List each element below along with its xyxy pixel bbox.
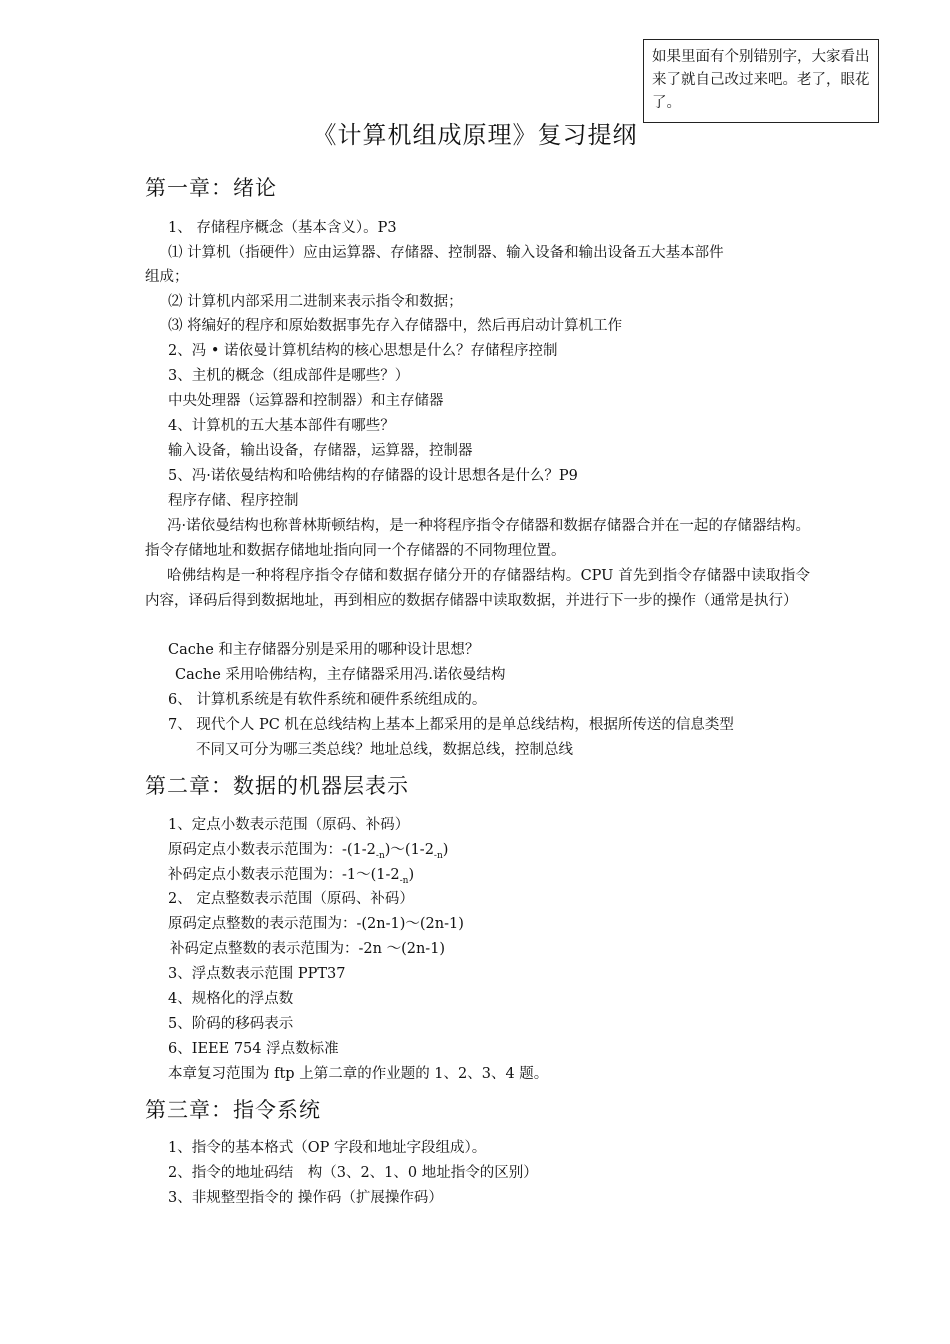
ch1-line-4: ⑶ 将编好的程序和原始数据事先存入存储器中，然后再启动计算机工作 — [168, 318, 623, 334]
ch1-paragraph-harvard: 哈佛结构是一种将程序指令存储和数据存储分开的存储器结构。CPU 首先到指令存储器中读取指令内容，译码后得到数据地址，再到相应的数据存储器中读取数据，并进行下一步的操作（通常是执行） — [145, 568, 810, 609]
ch1-line-13: Cache 采用哈佛结构，主存储器采用冯.诺依曼结构 — [175, 667, 506, 683]
ch2-line-1: 1、定点小数表示范围（原码、补码） — [168, 817, 410, 833]
ch2-line-5: 原码定点整数的表示范围为：-(2n-1)～(2n-1) — [168, 916, 464, 932]
ch1-line-6: 3、主机的概念（组成部件是哪些？） — [168, 368, 410, 384]
ch3-line-3: 3、非规整型指令的 操作码（扩展操作码） — [168, 1190, 443, 1206]
ch1-line-14: 6、 计算机系统是有软件系统和硬件系统组成的。 — [168, 692, 487, 708]
ch1-line-7: 中央处理器（运算器和控制器）和主存储器 — [168, 393, 444, 409]
ch1-line-2b: 组成； — [145, 269, 189, 285]
ch3-line-1: 1、指令的基本格式（OP 字段和地址字段组成）。 — [168, 1140, 487, 1156]
ch2-line-11: 本章复习范围为 ftp 上第二章的作业题的 1、2、3、4 题。 — [168, 1066, 549, 1082]
ch2-line-4: 2、 定点整数表示范围（原码、补码） — [168, 891, 414, 907]
ch1-line-5: 2、冯 • 诺依曼计算机结构的核心思想是什么？存储程序控制 — [168, 343, 558, 359]
ch2-line-2: 原码定点小数表示范围为：$-(1-2_{-n})\sim(1-2_{-n})$ — [168, 842, 449, 861]
ch2-line-3: 补码定点小数表示范围为：$-1\sim(1-2_{-n})$ — [168, 867, 415, 886]
ch2-line-6: 补码定点整数的表示范围为：-2n ～(2n-1) — [170, 941, 446, 957]
ch1-line-12: Cache 和主存储器分别是采用的哪种设计思想？ — [168, 642, 480, 658]
ch3-line-2: 2、指令的地址码结 构（3、2、1、0 地址指令的区别） — [168, 1165, 538, 1181]
ch1-line-11: 程序存储、程序控制 — [168, 493, 299, 509]
chapter-3-heading: 第三章：指令系统 — [145, 1098, 321, 1122]
ch1-line-15a: 7、 现代个人 PC 机在总线结构上基本上都采用的是单总线结构，根据所传送的信息类型 — [168, 717, 734, 733]
ch2-line-8: 4、规格化的浮点数 — [168, 991, 294, 1007]
ch2-line-7: 3、浮点数表示范围 PPT37 — [168, 966, 346, 982]
chapter-2-heading: 第二章：数据的机器层表示 — [145, 774, 409, 798]
ch1-line-2a: ⑴ 计算机（指硬件）应由运算器、存储器、控制器、输入设备和输出设备五大基本部件 — [168, 245, 724, 261]
ch2-line-9: 5、阶码的移码表示 — [168, 1016, 294, 1032]
ch1-paragraph-von-neumann: 冯·诺依曼结构也称普林斯顿结构，是一种将程序指令存储器和数据存储器合并在一起的存储器结构。指令存储地址和数据存储地址指向同一个存储器的不同物理位置。 — [145, 518, 810, 559]
document-title: 《计算机组成原理》复习提纲 — [312, 121, 638, 149]
ch2-line-10: 6、IEEE 754 浮点数标准 — [168, 1041, 339, 1057]
ch1-line-15b: 不同又可分为哪三类总线？地址总线，数据总线，控制总线 — [196, 742, 573, 758]
ch1-line-9: 输入设备，输出设备，存储器，运算器，控制器 — [168, 443, 473, 459]
ch1-line-1: 1、 存储程序概念（基本含义）。P3 — [168, 220, 397, 236]
ch1-line-8: 4、计算机的五大基本部件有哪些？ — [168, 418, 395, 434]
ch1-line-3: ⑵ 计算机内部采用二进制来表示指令和数据； — [168, 294, 463, 310]
chapter-1-heading: 第一章：绪论 — [145, 176, 277, 200]
note-box: 如果里面有个别错别字，大家看出来了就自己改过来吧。老了，眼花了。 — [643, 39, 879, 123]
ch1-line-10: 5、冯·诺依曼结构和哈佛结构的存储器的设计思想各是什么？P9 — [168, 468, 578, 484]
